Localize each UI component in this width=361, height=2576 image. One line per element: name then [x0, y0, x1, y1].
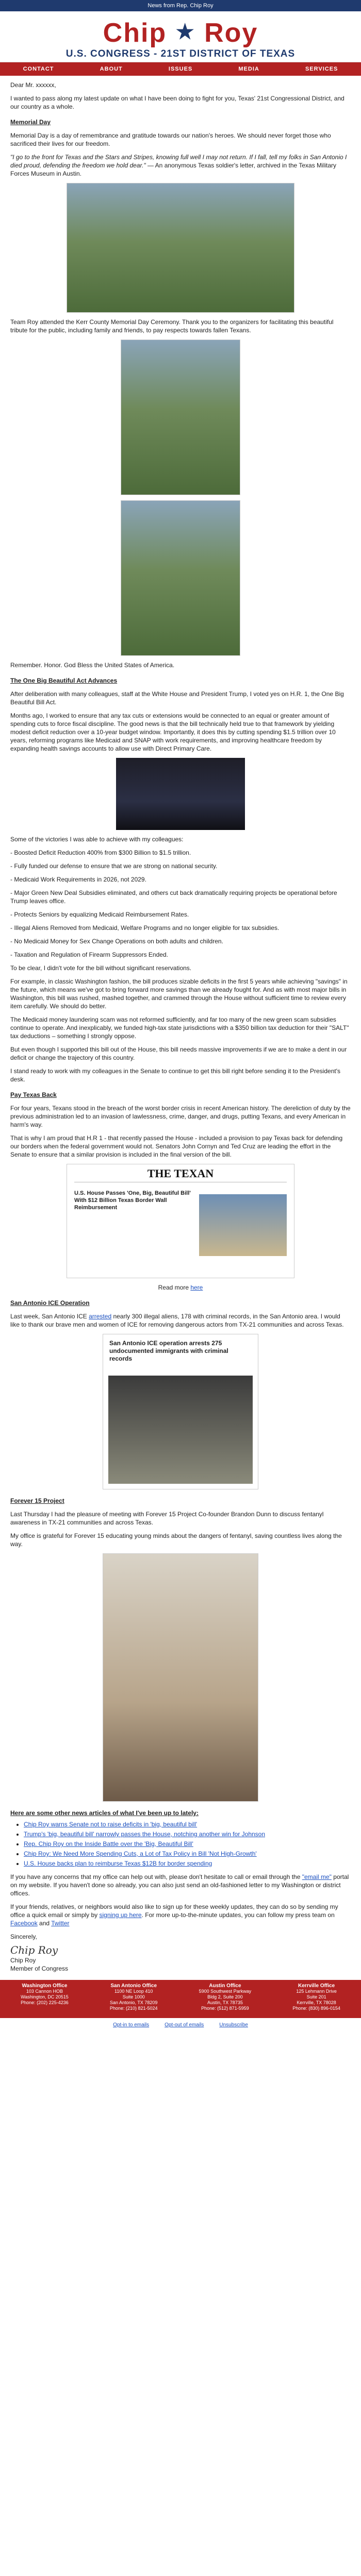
- victory-item-8: - Taxation and Regulation of Firearm Suppressors Ended.: [10, 951, 168, 958]
- nav-about[interactable]: ABOUT: [100, 66, 123, 72]
- office-line: Suite 1000: [122, 1994, 145, 1999]
- footer-office-kerrville: [292, 1983, 340, 2018]
- sincerely: Sincerely,: [10, 1933, 37, 1940]
- footer-offices: [0, 1980, 361, 2018]
- footer-office-austin: [199, 1983, 252, 2018]
- footer-office-washington: [21, 1983, 69, 2018]
- memorial-heading: Memorial Day: [10, 118, 51, 126]
- ice-arrested-link[interactable]: arrested: [89, 1313, 112, 1320]
- closing-text-2a: If your friends, relatives, or neighbors would also like to sign up for these weekly updates, they can do so by sending my office a quick email or simply by: [10, 1903, 338, 1919]
- closing-text-1a: If you have any concerns that my office can help out with, please don't hesitate to call or email through the: [10, 1873, 302, 1880]
- office-line: Kerrville, TX 78028: [297, 2000, 336, 2005]
- memorial-quote-attribution: — An anonymous Texas soldier's letter, archived in the Texas Military Forces Museum in Austin.: [10, 162, 337, 177]
- closing-and: and: [37, 1920, 52, 1927]
- memorial-paragraph-3: Remember. Honor. God Bless the United States of America.: [10, 662, 175, 669]
- top-bar: [0, 0, 361, 11]
- victory-item-1: - Boosted Deficit Reduction 400% from $300 Billion to $1.5 trillion.: [10, 849, 191, 856]
- office-line: Phone: (830) 896-0154: [292, 2006, 340, 2011]
- forever15-heading: Forever 15 Project: [10, 1497, 64, 1504]
- cemetery-flags-photo-2: [121, 500, 240, 656]
- read-more-text: Read more: [158, 1284, 191, 1291]
- banner: [0, 11, 361, 62]
- forever15-paragraph-1: Last Thursday I had the pleasure of meeting with Forever 15 Project Co-founder Brandon Dunn to discuss fentanyl awareness in TX-21 communities and across Texas.: [10, 1511, 324, 1526]
- star-icon: ★: [175, 21, 195, 43]
- bbb-paragraph-6: But even though I supported this bill out of the House, this bill needs massive improvements if we are to make a dent in our deficit or change the trajectory of this country.: [10, 1046, 347, 1061]
- banner-last-name: Roy: [204, 18, 258, 48]
- memorial-quote-block: [10, 153, 351, 178]
- office-line: Bldg 2, Suite 200: [207, 1994, 243, 1999]
- office-line: 103 Cannon HOB: [26, 1989, 63, 1994]
- office-line: 5900 Southwest Parkway: [199, 1989, 252, 1994]
- top-bar-text: News from Rep. Chip Roy: [147, 3, 214, 9]
- sign-off-title: Member of Congress: [10, 1965, 69, 1972]
- capitol-photo: [199, 1194, 287, 1256]
- article-link-1: [24, 1820, 351, 1828]
- article-link-3: [24, 1840, 351, 1848]
- greeting: Dear Mr. xxxxxx,: [10, 81, 56, 89]
- banner-subtitle: U.S. CONGRESS - 21ST DISTRICT OF TEXAS: [65, 48, 296, 59]
- office-name: Washington Office: [22, 1983, 68, 1989]
- read-more-line: [10, 1283, 351, 1292]
- office-name: Austin Office: [209, 1983, 241, 1989]
- articles-list: [10, 1820, 351, 1868]
- ice-text-2: nearly 300 illegal aliens, 178 with criminal records, in the San Antonio area. I would like to thank our brave men and women of ICE for removing dangerous actors from TX-21 communities and across Texas.: [10, 1313, 344, 1328]
- border-heading: Pay Texas Back: [10, 1091, 57, 1098]
- nav-contact[interactable]: CONTACT: [23, 66, 54, 72]
- nav-services[interactable]: SERVICES: [305, 66, 338, 72]
- article-link-text-2[interactable]: Trump's 'big, beautiful bill' narrowly passes the House, notching another win for Johnson: [24, 1831, 266, 1838]
- facebook-link[interactable]: Facebook: [10, 1920, 38, 1927]
- article-link-text-3[interactable]: Rep. Chip Roy on the Inside Battle over the 'Big, Beautiful Bill': [24, 1840, 193, 1848]
- closing-paragraph-1: [10, 1873, 351, 1897]
- article-link-text-4[interactable]: Chip Roy: We Need More Spending Cuts, a Lot of Tax Policy in Bill 'Not High-Growth': [24, 1850, 257, 1857]
- victory-item-3: - Medicaid Work Requirements in 2026, not 2029.: [10, 876, 146, 883]
- office-name: San Antonio Office: [110, 1983, 157, 1989]
- article-link-5: [24, 1859, 351, 1868]
- ice-paragraph: [10, 1312, 351, 1329]
- nav-media[interactable]: MEDIA: [238, 66, 259, 72]
- banner-first-name: Chip: [103, 18, 167, 48]
- ice-card-headline: San Antonio ICE operation arrests 275 undocumented immigrants with criminal records: [109, 1340, 228, 1362]
- victory-item-6: - Illegal Aliens Removed from Medicaid, Welfare Programs and no longer eligible for tax subsidies.: [10, 924, 280, 931]
- twitter-link[interactable]: Twitter: [51, 1920, 70, 1927]
- article-link-text-5[interactable]: U.S. House backs plan to reimburse Texas $12B for border spending: [24, 1860, 212, 1867]
- memorial-quote: "I go to the front for Texas and the Stars and Stripes, knowing full well I may not return. If I fall, tell my folks in San Antonio I died proud, defending the freedom we hold dear.": [10, 154, 347, 169]
- banner-name: [0, 18, 361, 48]
- closing-paragraph-2: [10, 1903, 351, 1927]
- cemetery-flags-photo-1: [121, 340, 240, 495]
- main-nav: [0, 62, 361, 76]
- victory-item-5: - Protects Seniors by equalizing Medicaid Reimbursement Rates.: [10, 911, 189, 918]
- office-line: Phone: (512) 871-5959: [201, 2006, 249, 2011]
- victory-item-4: - Major Green New Deal Subsidies eliminated, and others cut back dramatically requiring projects be operational before Trump leaves office.: [10, 889, 337, 905]
- office-line: Washington, DC 20515: [21, 1994, 69, 1999]
- house-vote-tally-photo: [116, 758, 245, 830]
- texan-headline: U.S. House Passes 'One, Big, Beautiful Bill' With $12 Billion Texas Border Wall Reimbursement: [74, 1190, 191, 1211]
- signup-link[interactable]: signing up here: [99, 1911, 142, 1919]
- forever15-paragraph-2: My office is grateful for Forever 15 educating young minds about the dangers of fentanyl, saving countless lives along the way.: [10, 1532, 342, 1548]
- bbb-paragraph-7: I stand ready to work with my colleagues in the Senate to continue to get this bill right before sending it to the President's desk.: [10, 1067, 340, 1083]
- opt-out-link[interactable]: Opt-out of emails: [165, 2022, 204, 2028]
- memorial-ceremony-photo: [67, 183, 294, 313]
- office-line: Austin, TX 78735: [207, 2000, 243, 2005]
- office-line: Suite 201: [306, 1994, 326, 1999]
- signature: Chip Roy: [10, 1944, 58, 1956]
- office-name: Kerrville Office: [298, 1983, 335, 1989]
- bbb-paragraph-5: The Medicaid money laundering scam was not reformed sufficiently, and far too many of the new green scam subsidies continue to operate. And inexplicably, we funded high-tax state jurisdictions with a $350 billion tax deduction for their "SALT" tax deductions – something I strongly oppose.: [10, 1016, 349, 1040]
- opt-in-link[interactable]: Opt-in to emails: [113, 2022, 150, 2028]
- ice-text-1: Last week, San Antonio ICE: [10, 1313, 89, 1320]
- sign-off-name: Chip Roy: [10, 1957, 36, 1964]
- bbb-paragraph-3: To be clear, I didn't vote for the bill without significant reservations.: [10, 964, 192, 972]
- victory-item-7: - No Medicaid Money for Sex Change Operations on both adults and children.: [10, 938, 223, 945]
- unsubscribe-link[interactable]: Unsubscribe: [219, 2022, 248, 2028]
- article-link-text-1[interactable]: Chip Roy warns Senate not to raise deficits in 'big, beautiful bill': [24, 1821, 198, 1828]
- bbb-victories-intro: Some of the victories I was able to achieve with my colleagues:: [10, 836, 184, 843]
- article-link-2: [24, 1830, 351, 1838]
- articles-heading: Here are some other news articles of what I've been up to lately:: [10, 1809, 199, 1817]
- victory-item-2: - Fully funded our defense to ensure that we are strong on national security.: [10, 862, 218, 870]
- office-line: Phone: (202) 225-4236: [21, 2000, 69, 2005]
- bottom-links: [0, 2018, 361, 2028]
- article-link-4: [24, 1850, 351, 1858]
- office-line: 125 Lehmann Drive: [296, 1989, 337, 1994]
- footer-office-san-antonio: [110, 1983, 158, 2018]
- ice-heading: San Antonio ICE Operation: [10, 1299, 90, 1307]
- bbb-heading: The One Big Beautiful Act Advances: [10, 677, 118, 684]
- texan-article-card[interactable]: [67, 1164, 294, 1278]
- border-paragraph-1: For four years, Texans stood in the breach of the worst border crisis in recent American history. The dereliction of duty by the previous administration led to an invasion of lawlessness, crime, danger, and drugs, putting Texans, and every American in harm's way.: [10, 1105, 351, 1128]
- closing-text-1b: portal on my website. If you haven't done so already, you can also just send an old-fashioned letter to my Washington or district offices.: [10, 1873, 349, 1897]
- nav-issues[interactable]: ISSUES: [168, 66, 193, 72]
- bbb-paragraph-1: After deliberation with many colleagues, staff at the White House and President Trump, I voted yes on H.R. 1, the One Big Beautiful Bill Act.: [10, 690, 344, 706]
- ice-operation-photo: [108, 1376, 253, 1484]
- forever15-meeting-photo: [103, 1553, 258, 1802]
- bbb-paragraph-2: Months ago, I worked to ensure that any tax cuts or extensions would be connected to an equal or greater amount of spending cuts to force fiscal discipline. The good news is that the bill technically held true to that framework by yielding modest deficit reduction over a 10-year budget window. Importantly, it does this by cutting spending $1.5 trillion over 10 years, reforming programs like Medicaid and SNAP with work requirements, and improving healthcare freedom by expanding health savings accounts to allow use with Direct Primary Care.: [10, 712, 336, 752]
- bbb-paragraph-4: For example, in classic Washington fashion, the bill produces sizable deficits in the first 5 years while achieving "savings" in the future, which means we've got to bring forward more savings than we already fought for. And as with most major bills in Washington, this bill was rushed, mashed together, and crammed through the House without sufficient time to review every item carefully. We should do better.: [10, 978, 348, 1010]
- ice-news-card: [103, 1334, 258, 1489]
- closing-text-2b: . For more up-to-the-minute updates, you can follow my press team on: [141, 1911, 335, 1919]
- memorial-paragraph-1: Memorial Day is a day of remembrance and gratitude towards our nation's heroes. We should never forget those who sacrificed their lives for our freedom.: [10, 132, 331, 147]
- office-line: 1100 NE Loop 410: [114, 1989, 153, 1994]
- email-me-link[interactable]: "email me": [302, 1873, 332, 1880]
- border-paragraph-2: That is why I am proud that H.R 1 - that recently passed the House - included a provision to pay Texas back for defending our borders when the federal government would not. Senators John Cornyn and Ted Cruz are leading the effort in the Senate to ensure that a similar provision is included in the final version of the bill.: [10, 1134, 343, 1158]
- newsletter-body: [0, 81, 361, 1973]
- office-line: Phone: (210) 821-5024: [109, 2006, 158, 2011]
- memorial-paragraph-2: Team Roy attended the Kerr County Memorial Day Ceremony. Thank you to the organizers for facilitating this beautiful tribute for the public, including family and friends, to pay respects towards fallen Texans.: [10, 318, 334, 334]
- read-more-link[interactable]: here: [190, 1284, 203, 1291]
- office-line: San Antonio, TX 78209: [110, 2000, 158, 2005]
- intro-paragraph: I wanted to pass along my latest update on what I have been doing to fight for you, Texas' 21st Congressional District, and our country as a whole.: [10, 95, 344, 110]
- texan-logo: THE TEXAN: [147, 1167, 214, 1180]
